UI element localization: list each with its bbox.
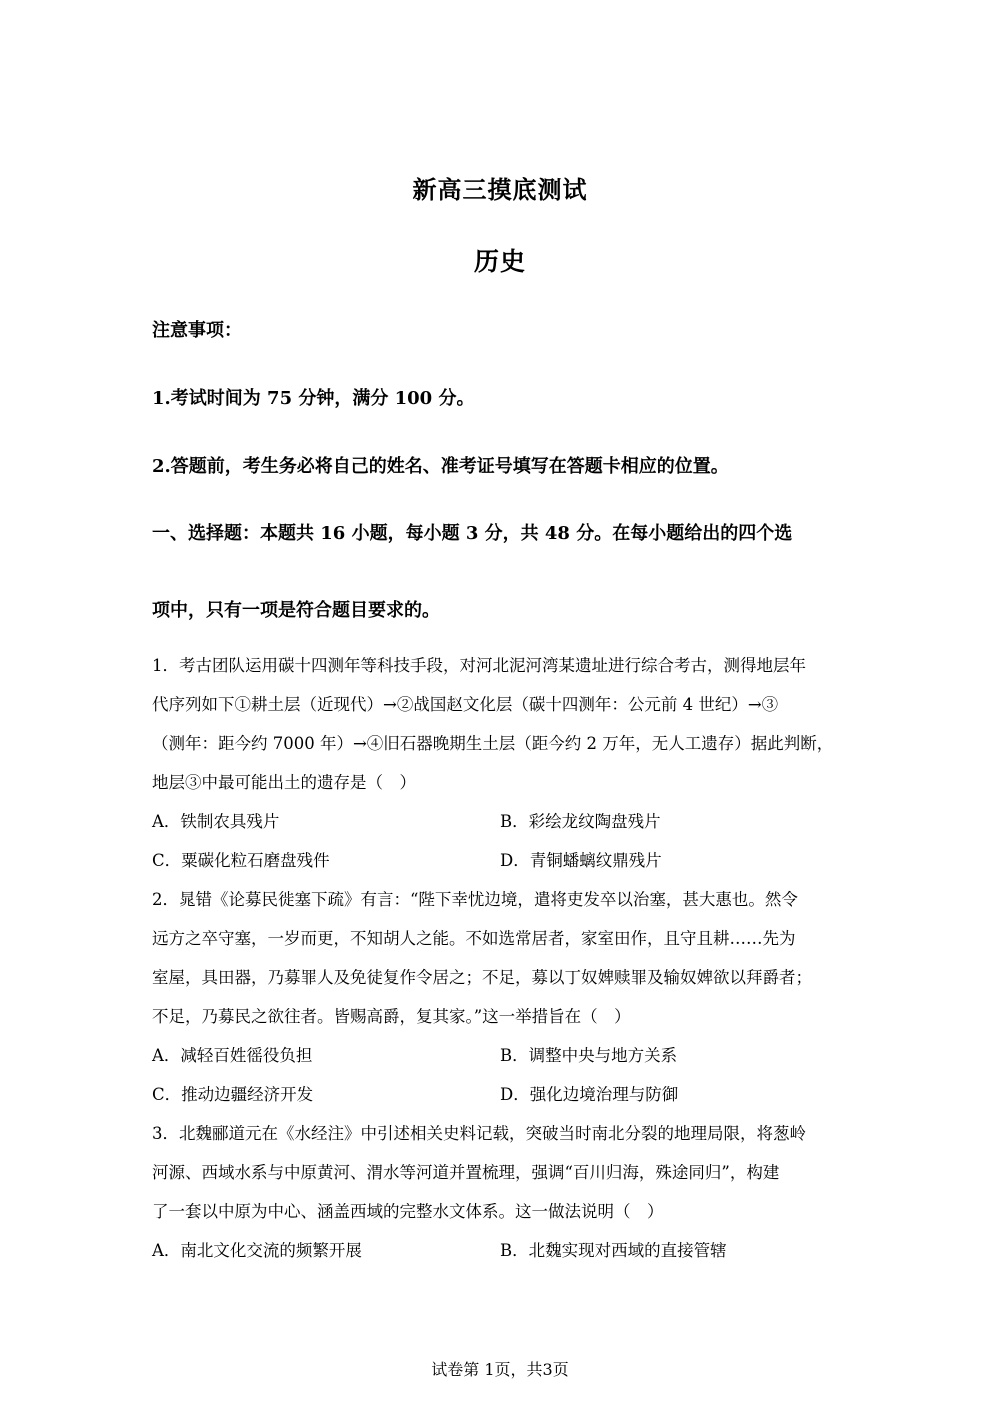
question-1-option-b: B．彩绘龙纹陶盘残片 [500,812,661,831]
exam-title: 新高三摸底测试 [412,175,588,204]
question-2-text: 室屋，具田器，乃募罪人及免徒复作令居之；不足，募以丁奴婢赎罪及输奴婢欲以拜爵者； [152,968,812,987]
notice-item: 1.考试时间为 75 分钟，满分 100 分。 [152,388,475,409]
question-3-text: 河源、西域水系与中原黄河、渭水等河道并置梳理，强调“百川归海，殊途同归”，构建 [152,1163,780,1182]
question-2-option-b: B．调整中央与地方关系 [500,1046,678,1065]
question-2-text: 2．晁错《论募民徙塞下疏》有言：“陛下幸忧边境，遣将吏发卒以治塞，甚大惠也。然令 [152,890,798,909]
section-heading-continued: 项中，只有一项是符合题目要求的。 [152,600,440,621]
question-1-option-a: A．铁制农具残片 [152,812,280,831]
notice-item: 2.答题前，考生务必将自己的姓名、准考证号填写在答题卡相应的位置。 [152,456,729,477]
question-3-text: 了一套以中原为中心、涵盖西域的完整水文体系。这一做法说明（ ） [152,1202,664,1221]
question-3-option-a: A．南北文化交流的频繁开展 [152,1241,362,1260]
section-heading: 一、选择题：本题共 16 小题，每小题 3 分，共 48 分。在每小题给出的四个选 [152,523,793,544]
question-2-option-c: C．推动边疆经济开发 [152,1085,314,1104]
question-1-option-c: C．粟碳化粒石磨盘残件 [152,851,330,870]
question-1-text: 1．考古团队运用碳十四测年等科技手段，对河北泥河湾某遗址进行综合考古，测得地层年 [152,656,806,675]
question-1-text: 代序列如下①耕土层（近现代）→②战国赵文化层（碳十四测年：公元前 4 世纪）→③ [152,695,779,714]
question-3-option-b: B．北魏实现对西域的直接管辖 [500,1241,727,1260]
notice-heading: 注意事项： [152,320,242,341]
question-1-option-d: D．青铜蟠螭纹鼎残片 [500,851,662,870]
page-footer: 试卷第 1页，共3页 [431,1360,569,1379]
question-1-text: 地层③中最可能出土的遗存是（ ） [152,773,416,792]
question-2-option-a: A．减轻百姓徭役负担 [152,1046,313,1065]
question-2-text: 不足，乃募民之欲往者。皆赐高爵，复其家。”这一举措旨在（ ） [152,1007,631,1026]
question-1-text: （测年：距今约 7000 年）→④旧石器晚期生土层（距今约 2 万年，无人工遗存）据此判断， [152,734,834,753]
subject-title: 历史 [473,247,526,276]
question-2-option-d: D．强化边境治理与防御 [500,1085,679,1104]
question-2-text: 远方之卒守塞，一岁而更，不知胡人之能。不如选常居者，家室田作，且守且耕……先为 [152,929,796,948]
question-3-text: 3．北魏郦道元在《水经注》中引述相关史料记载，突破当时南北分裂的地理局限，将葱岭 [152,1124,806,1143]
